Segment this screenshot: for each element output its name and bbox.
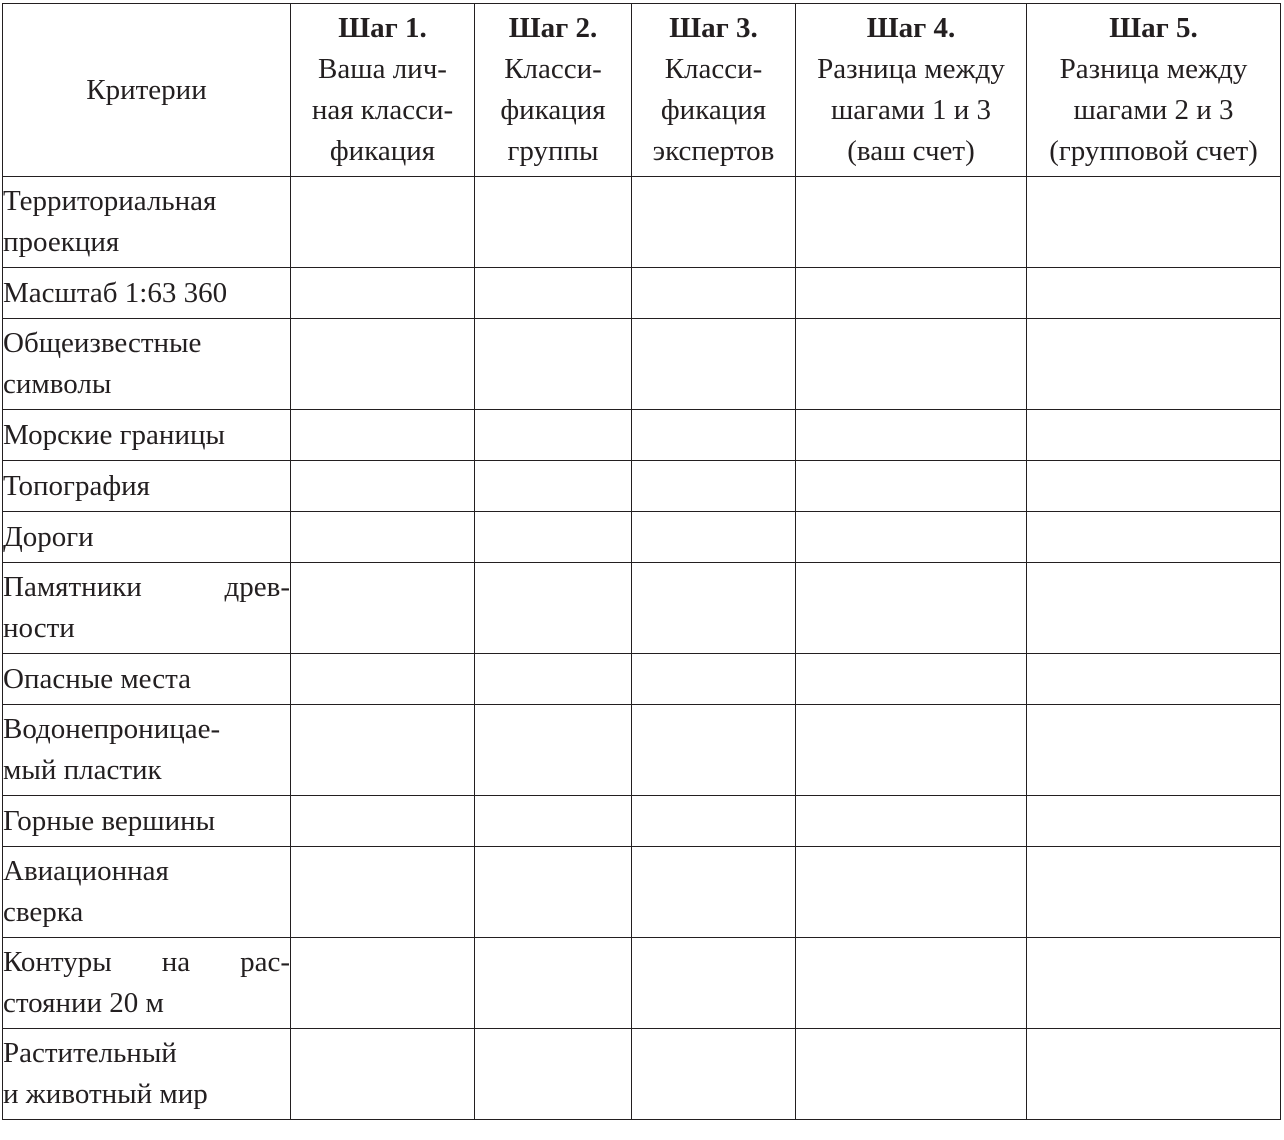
step-1-input-cell[interactable] xyxy=(291,1029,475,1120)
table-row xyxy=(3,563,1281,654)
step-2-input-cell[interactable] xyxy=(475,705,632,796)
table-row xyxy=(3,461,1281,512)
step-5-input-cell[interactable] xyxy=(1027,1029,1281,1120)
step-4-number: Шаг 4. xyxy=(866,12,956,44)
step-3-description: Класси- фикация экспертов xyxy=(652,53,775,167)
step-3-number: Шаг 3. xyxy=(669,12,758,44)
criterion-label: Территориальная проекция xyxy=(3,177,291,268)
step-4-header xyxy=(796,4,1027,177)
criterion-label: Горные вершины xyxy=(3,796,291,847)
step-1-input-cell[interactable] xyxy=(291,461,475,512)
step-2-input-cell[interactable] xyxy=(475,461,632,512)
step-5-input-cell[interactable] xyxy=(1027,796,1281,847)
step-4-input-cell[interactable] xyxy=(796,847,1027,938)
step-2-number: Шаг 2. xyxy=(508,12,598,44)
step-1-input-cell[interactable] xyxy=(291,796,475,847)
criterion-label: Дороги xyxy=(3,512,291,563)
criterion-label: Авиационная сверка xyxy=(3,847,291,938)
step-5-input-cell[interactable] xyxy=(1027,177,1281,268)
step-4-input-cell[interactable] xyxy=(796,512,1027,563)
criterion-label: Опасные места xyxy=(3,654,291,705)
step-2-input-cell[interactable] xyxy=(475,1029,632,1120)
criterion-label: Масштаб 1:63 360 xyxy=(3,268,291,319)
table-row xyxy=(3,705,1281,796)
step-3-input-cell[interactable] xyxy=(632,461,796,512)
step-2-header xyxy=(475,4,632,177)
step-1-description: Ваша лич- ная класси- фикация xyxy=(311,53,454,167)
step-5-input-cell[interactable] xyxy=(1027,319,1281,410)
step-3-input-cell[interactable] xyxy=(632,705,796,796)
step-1-input-cell[interactable] xyxy=(291,847,475,938)
criterion-label: Растительный и животный мир xyxy=(3,1029,291,1120)
step-3-input-cell[interactable] xyxy=(632,654,796,705)
step-2-input-cell[interactable] xyxy=(475,177,632,268)
step-4-input-cell[interactable] xyxy=(796,938,1027,1029)
step-5-description: Разница между шагами 2 и 3 (групповой счет) xyxy=(1049,53,1258,167)
step-5-input-cell[interactable] xyxy=(1027,268,1281,319)
table-row xyxy=(3,1029,1281,1120)
step-4-input-cell[interactable] xyxy=(796,654,1027,705)
step-1-input-cell[interactable] xyxy=(291,512,475,563)
step-4-description: Разница между шагами 1 и 3 (ваш счет) xyxy=(817,53,1005,167)
step-3-input-cell[interactable] xyxy=(632,410,796,461)
step-3-input-cell[interactable] xyxy=(632,938,796,1029)
step-2-input-cell[interactable] xyxy=(475,938,632,1029)
criteria-header: Критерии xyxy=(3,4,291,177)
criterion-label: Контуры на рас- стоянии 20 м xyxy=(3,938,291,1029)
criterion-label: Водонепроницае- мый пластик xyxy=(3,705,291,796)
step-2-input-cell[interactable] xyxy=(475,410,632,461)
step-1-header xyxy=(291,4,475,177)
step-5-input-cell[interactable] xyxy=(1027,847,1281,938)
step-5-header xyxy=(1027,4,1281,177)
step-2-description: Класси- фикация группы xyxy=(500,53,606,167)
table-row xyxy=(3,268,1281,319)
step-3-input-cell[interactable] xyxy=(632,268,796,319)
step-3-header xyxy=(632,4,796,177)
step-2-input-cell[interactable] xyxy=(475,796,632,847)
step-3-input-cell[interactable] xyxy=(632,177,796,268)
step-4-input-cell[interactable] xyxy=(796,563,1027,654)
table-row xyxy=(3,847,1281,938)
step-5-input-cell[interactable] xyxy=(1027,410,1281,461)
step-4-input-cell[interactable] xyxy=(796,796,1027,847)
header-row xyxy=(3,4,1281,177)
step-5-input-cell[interactable] xyxy=(1027,654,1281,705)
step-1-input-cell[interactable] xyxy=(291,563,475,654)
table-row xyxy=(3,410,1281,461)
table-row xyxy=(3,177,1281,268)
step-2-input-cell[interactable] xyxy=(475,563,632,654)
table-row xyxy=(3,938,1281,1029)
step-4-input-cell[interactable] xyxy=(796,177,1027,268)
criterion-label: Морские границы xyxy=(3,410,291,461)
step-1-input-cell[interactable] xyxy=(291,177,475,268)
step-2-input-cell[interactable] xyxy=(475,654,632,705)
step-3-input-cell[interactable] xyxy=(632,512,796,563)
step-5-input-cell[interactable] xyxy=(1027,461,1281,512)
step-1-input-cell[interactable] xyxy=(291,319,475,410)
step-5-input-cell[interactable] xyxy=(1027,705,1281,796)
step-4-input-cell[interactable] xyxy=(796,1029,1027,1120)
step-3-input-cell[interactable] xyxy=(632,563,796,654)
step-4-input-cell[interactable] xyxy=(796,268,1027,319)
criterion-label: Общеизвестные символы xyxy=(3,319,291,410)
table-row xyxy=(3,796,1281,847)
step-1-input-cell[interactable] xyxy=(291,654,475,705)
step-5-input-cell[interactable] xyxy=(1027,563,1281,654)
table-row xyxy=(3,512,1281,563)
step-1-number: Шаг 1. xyxy=(338,12,427,44)
step-3-input-cell[interactable] xyxy=(632,796,796,847)
step-1-input-cell[interactable] xyxy=(291,268,475,319)
step-1-input-cell[interactable] xyxy=(291,410,475,461)
step-4-input-cell[interactable] xyxy=(796,319,1027,410)
step-2-input-cell[interactable] xyxy=(475,847,632,938)
criterion-label: Памятники древ- ности xyxy=(3,563,291,654)
step-3-input-cell[interactable] xyxy=(632,1029,796,1120)
table-row xyxy=(3,654,1281,705)
step-5-number: Шаг 5. xyxy=(1109,12,1198,44)
step-4-input-cell[interactable] xyxy=(796,705,1027,796)
step-5-input-cell[interactable] xyxy=(1027,938,1281,1029)
step-4-input-cell[interactable] xyxy=(796,410,1027,461)
table-row xyxy=(3,319,1281,410)
step-2-input-cell[interactable] xyxy=(475,512,632,563)
step-2-input-cell[interactable] xyxy=(475,268,632,319)
step-4-input-cell[interactable] xyxy=(796,461,1027,512)
criteria-table xyxy=(2,3,1281,1120)
step-3-input-cell[interactable] xyxy=(632,319,796,410)
step-3-input-cell[interactable] xyxy=(632,847,796,938)
step-1-input-cell[interactable] xyxy=(291,938,475,1029)
step-2-input-cell[interactable] xyxy=(475,319,632,410)
criterion-label: Топография xyxy=(3,461,291,512)
step-1-input-cell[interactable] xyxy=(291,705,475,796)
step-5-input-cell[interactable] xyxy=(1027,512,1281,563)
